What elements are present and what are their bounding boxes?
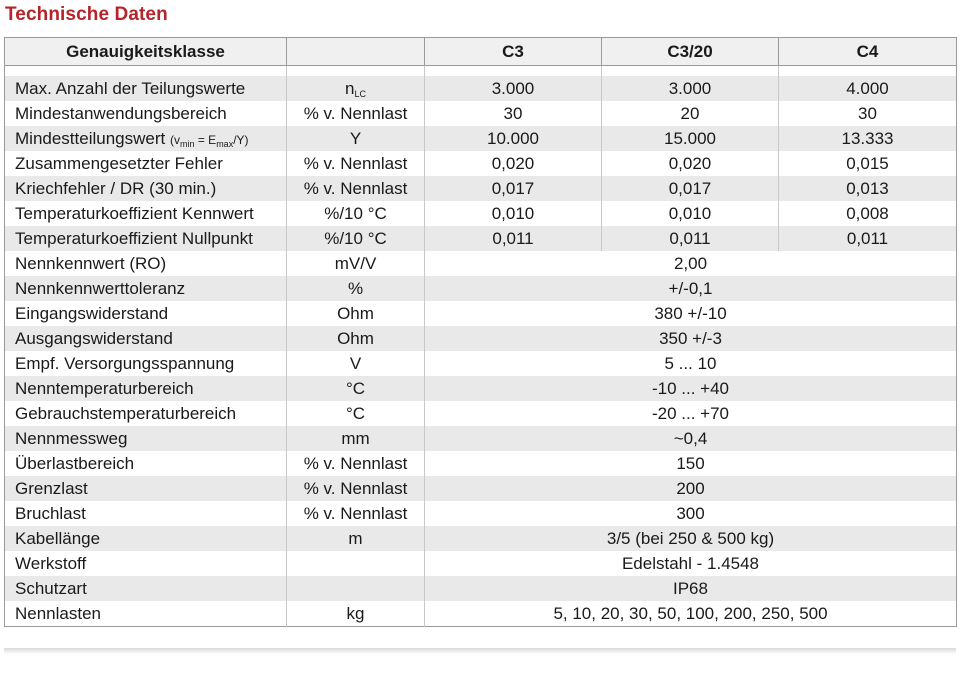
table-row — [5, 101, 957, 126]
row-value-all-classes: IP68 — [425, 576, 957, 601]
unit-label: mV/V — [334, 253, 377, 273]
header-unit — [287, 38, 425, 66]
parameter-label: Mindestteilungswert — [15, 128, 166, 148]
row-parameter-name — [5, 576, 287, 601]
table-header-row — [5, 38, 957, 66]
table-row — [5, 226, 957, 251]
parameter-label: Schutzart — [15, 578, 87, 598]
row-value-c3-20: 20 — [602, 101, 779, 126]
row-unit — [287, 201, 425, 226]
row-parameter-name — [5, 226, 287, 251]
row-unit — [287, 526, 425, 551]
table-row — [5, 376, 957, 401]
row-parameter-name — [5, 401, 287, 426]
row-value-c3: 0,020 — [425, 151, 602, 176]
unit-label: % v. Nennlast — [303, 478, 408, 498]
row-parameter-name — [5, 426, 287, 451]
row-value-all-classes: 3/5 (bei 250 & 500 kg) — [425, 526, 957, 551]
row-unit — [287, 126, 425, 151]
row-value-all-classes: 380 +/-10 — [425, 301, 957, 326]
unit-label: % — [347, 278, 364, 298]
unit-label: Ohm — [337, 303, 374, 323]
table-row — [5, 126, 957, 151]
row-value-c3-20: 15.000 — [602, 126, 779, 151]
row-unit — [287, 401, 425, 426]
table-row — [5, 326, 957, 351]
row-value-c4: 30 — [779, 101, 957, 126]
table-row — [5, 476, 957, 501]
parameter-label: Bruchlast — [15, 503, 86, 523]
unit-label: % v. Nennlast — [303, 503, 408, 523]
parameter-label: Ausgangswiderstand — [15, 328, 173, 348]
row-value-c4: 0,013 — [779, 176, 957, 201]
parameter-label: Nennlasten — [15, 603, 102, 623]
table-row — [5, 451, 957, 476]
row-parameter-name — [5, 351, 287, 376]
table-row — [5, 526, 957, 551]
unit-label: °C — [345, 378, 366, 398]
row-value-all-classes: Edelstahl - 1.4548 — [425, 551, 957, 576]
row-parameter-name — [5, 251, 287, 276]
unit-label: kg — [346, 603, 365, 623]
unit-label: %/10 °C — [324, 228, 387, 248]
row-value-c3: 3.000 — [425, 76, 602, 101]
unit-label: % v. Nennlast — [303, 103, 408, 123]
parameter-label: Kabellänge — [15, 528, 101, 548]
row-value-c3: 30 — [425, 101, 602, 126]
row-unit — [287, 476, 425, 501]
row-value-c3: 0,010 — [425, 201, 602, 226]
row-value-c3-20: 3.000 — [602, 76, 779, 101]
parameter-label: Max. Anzahl der Teilungswerte — [15, 78, 246, 98]
unit-label: mm — [341, 428, 370, 448]
parameter-label: Gebrauchstemperaturbereich — [15, 403, 237, 423]
row-parameter-name — [5, 101, 287, 126]
row-parameter-name — [5, 451, 287, 476]
unit-label: %/10 °C — [324, 203, 387, 223]
unit-label: % v. Nennlast — [303, 153, 408, 173]
note-part: = E — [194, 132, 217, 147]
parameter-note — [170, 133, 249, 147]
row-value-all-classes: 200 — [425, 476, 957, 501]
parameter-label: Nenntemperaturbereich — [15, 378, 194, 398]
row-unit — [287, 501, 425, 526]
unit-label: °C — [345, 403, 366, 423]
note-subscript: min — [179, 138, 195, 149]
table-row — [5, 601, 957, 627]
table-row — [5, 576, 957, 601]
parameter-label: Eingangswiderstand — [15, 303, 169, 323]
row-unit — [287, 76, 425, 101]
row-unit — [287, 301, 425, 326]
note-part: /Y) — [233, 132, 249, 147]
unit-label: n — [345, 78, 355, 98]
header-c3: C3 — [425, 38, 602, 66]
table-row — [5, 501, 957, 526]
row-value-c3-20: 0,020 — [602, 151, 779, 176]
row-parameter-name — [5, 551, 287, 576]
row-value-all-classes: -20 ... +70 — [425, 401, 957, 426]
row-unit — [287, 251, 425, 276]
table-row — [5, 76, 957, 101]
unit-label: m — [348, 528, 363, 548]
unit-subscript: LC — [354, 88, 366, 99]
row-parameter-name — [5, 501, 287, 526]
row-value-c4: 0,008 — [779, 201, 957, 226]
row-unit — [287, 576, 425, 601]
row-value-all-classes: 5, 10, 20, 30, 50, 100, 200, 250, 500 — [425, 601, 957, 627]
row-unit — [287, 551, 425, 576]
row-value-all-classes: 2,00 — [425, 251, 957, 276]
unit-label: % v. Nennlast — [303, 453, 408, 473]
table-row — [5, 551, 957, 576]
parameter-label: Empf. Versorgungsspannung — [15, 353, 235, 373]
row-value-c4: 0,015 — [779, 151, 957, 176]
row-value-all-classes: ~0,4 — [425, 426, 957, 451]
row-parameter-name — [5, 376, 287, 401]
parameter-label: Kriechfehler / DR (30 min.) — [15, 178, 217, 198]
row-parameter-name — [5, 126, 287, 151]
row-value-all-classes: 350 +/-3 — [425, 326, 957, 351]
parameter-label: Temperaturkoeffizient Kennwert — [15, 203, 254, 223]
row-parameter-name — [5, 276, 287, 301]
row-parameter-name — [5, 301, 287, 326]
row-value-c4: 13.333 — [779, 126, 957, 151]
parameter-label: Nennkennwert (RO) — [15, 253, 167, 273]
row-unit — [287, 176, 425, 201]
note-subscript: max — [216, 138, 234, 149]
row-unit — [287, 151, 425, 176]
table-row — [5, 351, 957, 376]
header-accuracy-class: Genauigkeitsklasse — [5, 38, 287, 66]
table-row — [5, 301, 957, 326]
table-body — [5, 66, 957, 627]
table-row — [5, 151, 957, 176]
header-c3-20: C3/20 — [602, 38, 779, 66]
table-row — [5, 401, 957, 426]
note-part: (v — [169, 132, 180, 147]
row-parameter-name — [5, 476, 287, 501]
row-value-all-classes: 150 — [425, 451, 957, 476]
row-unit — [287, 426, 425, 451]
unit-label: Y — [349, 128, 362, 148]
row-value-c3: 0,011 — [425, 226, 602, 251]
parameter-label: Grenzlast — [15, 478, 88, 498]
unit-label: Ohm — [337, 328, 374, 348]
row-value-all-classes: 300 — [425, 501, 957, 526]
row-value-all-classes: -10 ... +40 — [425, 376, 957, 401]
row-unit — [287, 351, 425, 376]
parameter-label: Mindestanwendungsbereich — [15, 103, 227, 123]
row-parameter-name — [5, 601, 287, 627]
row-parameter-name — [5, 151, 287, 176]
row-parameter-name — [5, 201, 287, 226]
parameter-label: Zusammengesetzter Fehler — [15, 153, 223, 173]
spec-table-container — [4, 37, 956, 627]
row-unit — [287, 601, 425, 627]
parameter-label: Nennmessweg — [15, 428, 128, 448]
table-row — [5, 426, 957, 451]
unit-label: % v. Nennlast — [303, 178, 408, 198]
row-unit — [287, 451, 425, 476]
row-value-c3: 10.000 — [425, 126, 602, 151]
row-unit — [287, 376, 425, 401]
parameter-label: Nennkennwerttoleranz — [15, 278, 186, 298]
table-row — [5, 201, 957, 226]
row-unit — [287, 226, 425, 251]
table-row — [5, 251, 957, 276]
row-value-all-classes: 5 ... 10 — [425, 351, 957, 376]
row-value-c3-20: 0,011 — [602, 226, 779, 251]
parameter-label: Überlastbereich — [15, 453, 135, 473]
row-parameter-name — [5, 526, 287, 551]
row-parameter-name — [5, 326, 287, 351]
header-c4: C4 — [779, 38, 957, 66]
row-parameter-name — [5, 176, 287, 201]
page-title: Technische Daten — [5, 4, 168, 25]
row-unit — [287, 276, 425, 301]
row-value-c3-20: 0,017 — [602, 176, 779, 201]
parameter-label: Werkstoff — [15, 553, 87, 573]
row-unit — [287, 326, 425, 351]
row-value-c3-20: 0,010 — [602, 201, 779, 226]
row-value-c4: 0,011 — [779, 226, 957, 251]
table-row — [5, 276, 957, 301]
unit-label: V — [349, 353, 362, 373]
row-unit — [287, 101, 425, 126]
spec-table — [4, 37, 957, 627]
row-value-c3: 0,017 — [425, 176, 602, 201]
table-row — [5, 176, 957, 201]
row-parameter-name — [5, 76, 287, 101]
row-value-all-classes: +/-0,1 — [425, 276, 957, 301]
row-value-c4: 4.000 — [779, 76, 957, 101]
table-shadow — [4, 648, 956, 654]
header-spacer — [5, 66, 957, 77]
parameter-label: Temperaturkoeffizient Nullpunkt — [15, 228, 253, 248]
